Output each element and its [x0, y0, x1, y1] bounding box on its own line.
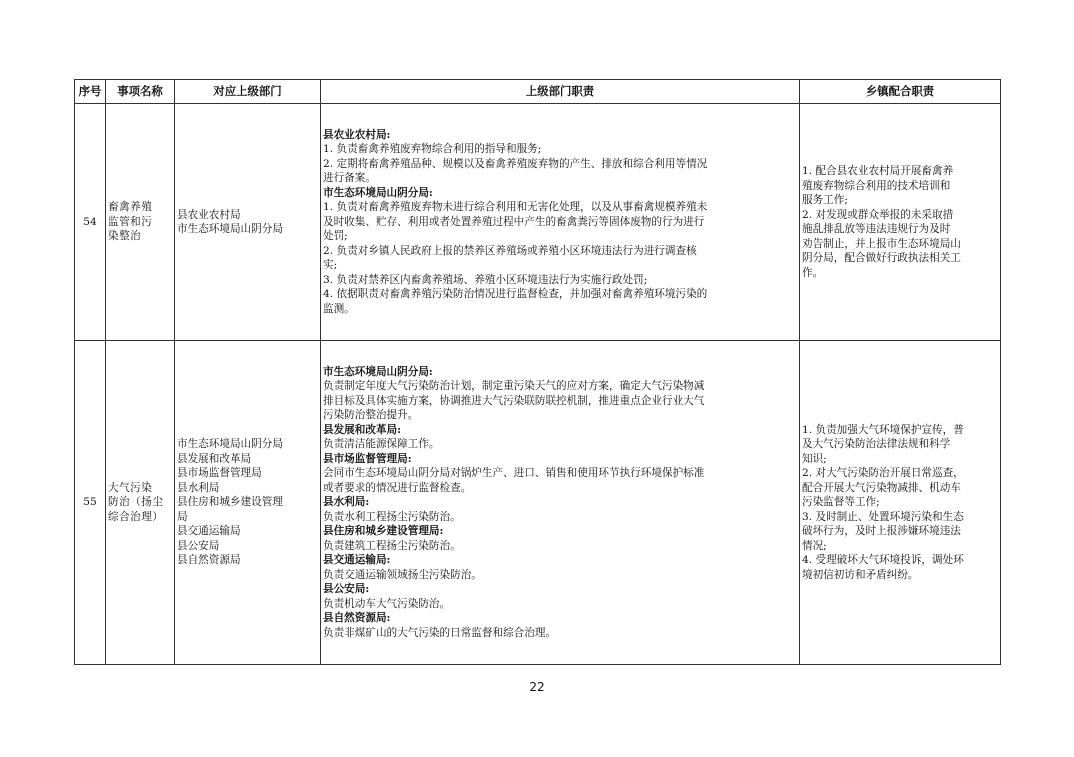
department-name: 县住房和城乡建设管理 — [177, 496, 283, 509]
duty-line: 1. 负责对畜禽养殖废弃物未进行综合利用和无害化处理，以及从事畜禽规模养殖未 — [323, 201, 708, 214]
page-number: 22 — [529, 680, 545, 694]
duty-org-heading: 县农业农村局: — [323, 128, 391, 141]
department-list — [175, 104, 321, 341]
department-list — [175, 341, 321, 665]
duty-org-heading: 县水利局: — [323, 496, 370, 509]
town-duty-line: 阴分局，配合做好行政执法相关工 — [802, 252, 961, 264]
town-duty-line: 4. 受理破坏大气环境投诉，调处环 — [802, 554, 964, 567]
header-row — [75, 80, 1001, 104]
duty-line: 及时收集、贮存、利用或者处置养殖过程中产生的畜禽粪污等固体废物的行为进行 — [323, 215, 705, 228]
department-name: 局 — [177, 510, 188, 523]
table-row — [75, 104, 1001, 341]
duty-line: 会同市生态环境局山阴分局对锅炉生产、进口、销售和使用环节执行环境保护标准 — [323, 467, 705, 480]
duty-line: 负责清洁能源保障工作。 — [323, 438, 440, 451]
town-duty-line: 2. 对发现或群众举报的未采取措 — [802, 208, 954, 221]
item-name — [106, 341, 175, 665]
duty-line: 污染防治整治提升。 — [323, 409, 419, 422]
town-duties — [800, 341, 1001, 665]
duty-line: 实; — [323, 259, 338, 272]
department-name: 县农业农村局 — [177, 208, 241, 221]
duty-org-heading: 县自然资源局: — [323, 612, 391, 625]
duty-org-heading: 县住房和城乡建设管理局: — [323, 525, 444, 538]
row-number: 54 — [75, 104, 106, 341]
header-department-duties: 上级部门职责 — [321, 80, 800, 104]
town-duty-line: 破坏行为，及时上报涉嫌环境违法 — [802, 525, 961, 538]
duty-org-heading: 县发展和改革局: — [323, 423, 402, 436]
duty-line: 监测。 — [323, 302, 355, 315]
duty-line: 负责机动车大气污染防治。 — [323, 597, 451, 610]
department-duties — [321, 341, 800, 665]
duty-org-heading: 县交通运输局: — [323, 554, 391, 567]
duty-line: 负责交通运输领域扬尘污染防治。 — [323, 568, 482, 581]
department-name: 县交通运输局 — [177, 525, 241, 538]
town-duty-line: 2. 对大气污染防治开展日常巡查， — [802, 467, 964, 480]
item-name-line: 大气污染 — [108, 481, 153, 494]
duty-line: 进行备案。 — [323, 172, 376, 185]
duty-line: 处罚; — [323, 230, 348, 243]
header-department: 对应上级部门 — [175, 80, 321, 104]
town-duty-line: 及大气污染防治法律法规和科学 — [802, 438, 951, 451]
town-duty-line: 殖废弃物综合利用的技术培训和 — [802, 179, 951, 192]
town-duty-line: 作。 — [802, 266, 824, 279]
department-name: 县市场监督管理局 — [177, 467, 262, 480]
header-item-name: 事项名称 — [106, 80, 175, 104]
duty-line: 或者要求的情况进行监督检查。 — [323, 481, 472, 494]
department-name: 县发展和改革局 — [177, 452, 252, 465]
duty-line: 排目标及具体实施方案，协调推进大气污染联防联控机制，推进重点企业行业大气 — [323, 394, 705, 407]
item-name-line: 畜禽养殖 — [108, 201, 153, 214]
duty-line: 1. 负责畜禽养殖废弃物综合利用的指导和服务; — [323, 143, 542, 156]
item-name-line: 监管和污 — [108, 215, 153, 228]
town-duty-line: 情况; — [802, 539, 827, 552]
department-name: 市生态环境局山阴分局 — [177, 223, 283, 235]
duty-org-heading: 县公安局: — [323, 583, 370, 596]
row-number: 55 — [75, 341, 106, 665]
header-town-duties: 乡镇配合职责 — [800, 80, 1001, 104]
duty-line: 2. 负责对乡镇人民政府上报的禁养区养殖场或养殖小区环境违法行为进行调查核 — [323, 244, 697, 257]
duty-line: 负责制定年度大气污染防治计划，制定重污染天气的应对方案，确定大气污染物减 — [323, 380, 705, 393]
duty-org-heading: 市生态环境局山阴分局: — [323, 365, 433, 378]
header-no: 序号 — [75, 80, 106, 104]
town-duty-line: 1. 负责加强大气环境保护宣传，普 — [802, 423, 964, 436]
duty-line: 负责水利工程扬尘污染防治。 — [323, 510, 461, 523]
department-duties — [321, 104, 800, 341]
department-name: 县水利局 — [177, 481, 220, 494]
item-name — [106, 104, 175, 341]
item-name-line: 染整治 — [108, 230, 142, 243]
town-duty-line: 知识; — [802, 452, 827, 465]
duty-line: 3. 负责对禁养区内畜禽养殖场、养殖小区环境违法行为实施行政处罚; — [323, 273, 648, 286]
town-duty-line: 服务工作; — [802, 194, 848, 206]
item-name-line: 防治（扬尘 — [108, 496, 164, 509]
responsibility-table — [74, 79, 1001, 665]
town-duty-line: 施乱排乱放等违法违规行为及时 — [802, 223, 951, 235]
town-duty-line: 配合开展大气污染物减排、机动车 — [802, 481, 961, 494]
duty-line: 4. 依据职责对畜禽养殖污染防治情况进行监督检查，并加强对畜禽养殖环境污染的 — [323, 288, 708, 301]
table-row — [75, 341, 1001, 665]
town-duty-line: 劝告制止，并上报市生态环境局山 — [802, 237, 961, 250]
town-duty-line: 1. 配合县农业农村局开展畜禽养 — [802, 165, 954, 177]
town-duty-line: 3. 及时制止、处置环境污染和生态 — [802, 510, 964, 523]
duty-org-heading: 县市场监督管理局: — [323, 452, 412, 465]
department-name: 县公安局 — [177, 539, 220, 552]
department-name: 县自然资源局 — [177, 554, 241, 567]
item-name-line: 综合治理） — [108, 510, 164, 523]
duty-line: 2. 定期将畜禽养殖品种、规模以及畜禽养殖废弃物的产生、排放和综合利用等情况 — [323, 157, 708, 170]
duty-line: 负责非煤矿山的大气污染的日常监督和综合治理。 — [323, 626, 557, 639]
town-duties — [800, 104, 1001, 341]
town-duty-line: 污染监督等工作; — [802, 496, 880, 509]
duty-line: 负责建筑工程扬尘污染防治。 — [323, 539, 461, 552]
town-duty-line: 境初信初访和矛盾纠纷。 — [802, 568, 919, 581]
department-name: 市生态环境局山阴分局 — [177, 438, 283, 451]
duty-org-heading: 市生态环境局山阴分局: — [323, 186, 433, 199]
